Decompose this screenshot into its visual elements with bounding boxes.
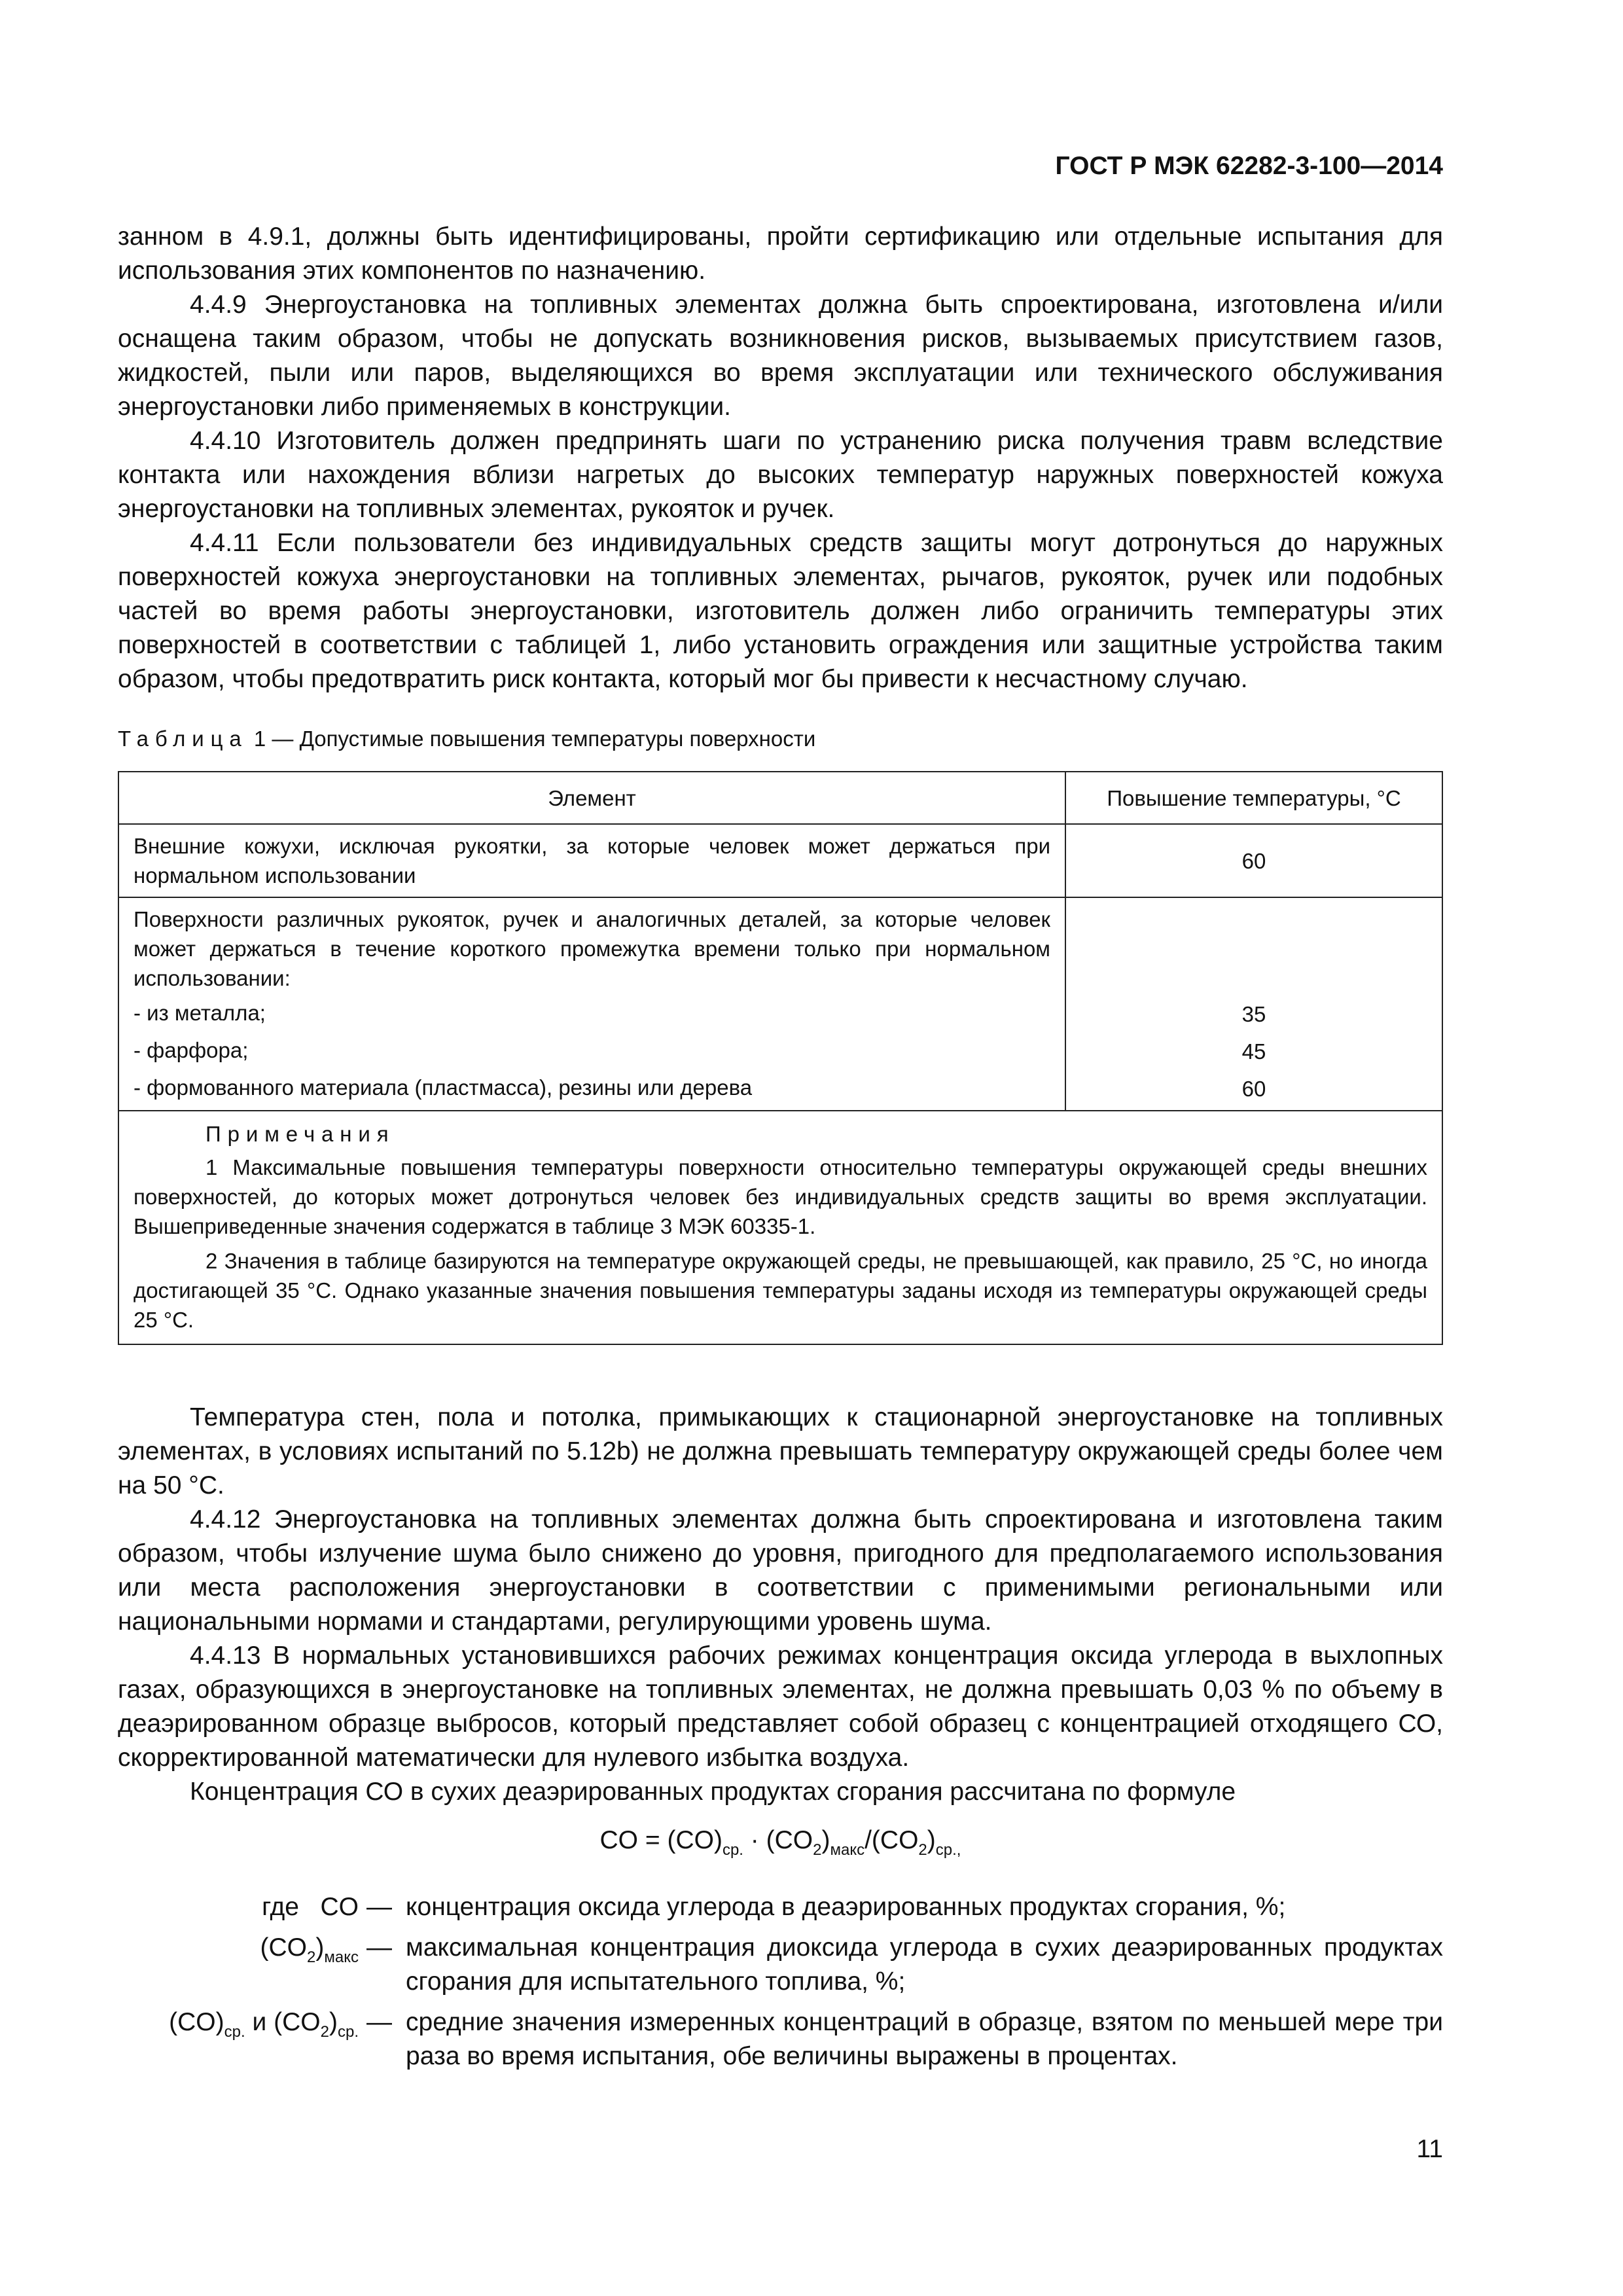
- paragraph-temperature: Температура стен, пола и потолка, примыкающих к стационарной энергоустановке на топливных элементах, в условиях испытаний по 5.12b) не должна превышать температуру окружающей среды более чем на 50 °С.: [118, 1403, 1443, 1499]
- paragraph-4-4-12: 4.4.12 Энергоустановка на топливных элементах должна быть спроектирована и изготовлена таким образом, чтобы излучение шума было снижено до уровня, пригодного для предполагаемого использования или места расположения энергоустановки в соответствии с применимыми региональными или национальными нормами и стандартами, регулирующими уровень шума.: [118, 1505, 1443, 1636]
- standard-header: ГОСТ Р МЭК 62282-3-100—2014: [1055, 152, 1443, 180]
- table-caption-word: Таблица: [118, 726, 248, 751]
- definition-row: где CO — концентрация оксида углерода в деаэрированных продуктах сгорания, %;: [118, 1890, 1443, 1924]
- note-1: 1 Максимальные повышения температуры поверхности относительно температуры окружающей среды внешних поверхностей, до которых может дотронуться человек без индивидуальных средств защиты во время эксплуатации. Вышеприведенные значения содержатся в таблице 3 МЭК 60335-1.: [134, 1155, 1427, 1238]
- paragraph-4-4-9: 4.4.9 Энергоустановка на топливных элементах должна быть спроектирована, изготовлена и/или оснащена таким образом, чтобы не допускать возникновения рисков, вызываемых присутствием газов, жидкостей, пыли или паров, выделяющихся во время эксплуатации или технического обслуживания энергоустановки либо применяемых в конструкции.: [118, 291, 1443, 421]
- table-cell-value: 60: [1065, 824, 1442, 897]
- paragraph-4-4-11: 4.4.11 Если пользователи без индивидуальных средств защиты могут дотронуться до наружных поверхностей кожуха энергоустановки на топливных элементах, рычагов, рукояток, ручек или подобных частей во время работы энергоустановки, изготовитель должен либо ограничить температуры этих поверхностей в соответствии с таблицей 1, либо установить ограждения или защитные устройства таким образом, чтобы предотвратить риск контакта, который мог бы привести к несчастному случаю.: [118, 529, 1443, 693]
- row2-sub-plastic: - формованного материала (пластмасса), резины или дерева: [134, 1075, 753, 1100]
- table-cell-values: [1065, 897, 1442, 1111]
- definition-desc: средние значения измеренных концентраций в образце, взятом по меньшей мере три раза во время испытания, обе величины выражены в процентах.: [406, 2008, 1443, 2070]
- row2-sub-metal: - из металла;: [134, 1001, 266, 1025]
- table-row: [118, 824, 1442, 897]
- document-page: [118, 0, 1443, 2296]
- formula-definitions: [118, 1890, 1443, 2080]
- definition-term: $(CO_2)_{макс}$: [260, 1933, 359, 1966]
- paragraph-formula-intro: Концентрация СО в сухих деаэрированных продуктах сгорания рассчитана по формуле: [190, 1778, 1236, 1806]
- note-2: 2 Значения в таблице базируются на температуре окружающей среды, не превышающей, как правило, 25 °С, но иногда достигающей 35 °С. Однако указанные значения повышения температуры заданы исходя из температуры окружающей среды 25 °С.: [134, 1249, 1427, 1332]
- value-metal: 35: [1241, 1002, 1266, 1026]
- table-caption-text: 1 — Допустимые повышения температуры поверхности: [253, 726, 816, 751]
- row2-sub-porcelain: - фарфора;: [134, 1038, 249, 1062]
- definition-row: $(CO)_{ср.}$ и $(CO_2)_{ср.}$ — средние значения измеренных концентраций в образце, взятом по меньшей мере три раза во время испытания, обе величины выражены в процентах.: [118, 2005, 1443, 2073]
- definition-term: где CO: [262, 1893, 359, 1921]
- paragraph: занном в 4.9.1, должны быть идентифицированы, пройти сертификацию или отдельные испытания для использования этих компонентов по назначению.: [118, 223, 1443, 285]
- col-header-element: Элемент: [118, 772, 1065, 824]
- co-formula: CO = $(CO)_{ср.} \cdot (CO_2)_{макс}/(CO_2)_{ср.,}$: [599, 1826, 961, 1859]
- page-number: 11: [1416, 2135, 1443, 2163]
- definition-term: $(CO)_{ср.}$ и $(CO_2)_{ср.}$: [169, 2008, 359, 2041]
- table-caption: [118, 726, 815, 751]
- row2-text: Поверхности различных рукояток, ручек и аналогичных деталей, за которые человек может держаться в течение короткого промежутка времени только при нормальном использовании:: [134, 907, 1050, 990]
- table-notes-row: [118, 1111, 1442, 1344]
- value-porcelain: 45: [1241, 1039, 1266, 1064]
- body-text-top: [118, 220, 1443, 696]
- col-header-value: Повышение температуры, °С: [1065, 772, 1442, 824]
- table-header-row: [118, 772, 1442, 824]
- definition-row: $(CO_2)_{макс}$ — максимальная концентрация диоксида углерода в сухих деаэрированных продуктах сгорания для испытательного топлива, %;: [118, 1931, 1443, 1999]
- notes-title: Примечания: [205, 1122, 395, 1146]
- value-plastic: 60: [1241, 1077, 1266, 1101]
- table-row: [118, 897, 1442, 1111]
- table-cell-element: [118, 897, 1065, 1111]
- definition-desc: концентрация оксида углерода в деаэрированных продуктах сгорания, %;: [406, 1893, 1286, 1921]
- table-cell-element: Внешние кожухи, исключая рукоятки, за которые человек может держаться при нормальном использовании: [118, 824, 1065, 897]
- table-notes: [118, 1111, 1442, 1344]
- temperature-table: [118, 771, 1443, 1345]
- paragraph-4-4-13: 4.4.13 В нормальных установившихся рабочих режимах концентрация оксида углерода в выхлопных газах, образующихся в энергоустановке на топливных элементах, не должна превышать 0,03 % по объему в деаэрированном образце выбросов, который представляет собой образец с концентрацией отходящего СО, скорректированной математически для нулевого избытка воздуха.: [118, 1641, 1443, 1772]
- definition-desc: максимальная концентрация диоксида углерода в сухих деаэрированных продуктах сгорания для испытательного топлива, %;: [406, 1933, 1443, 1996]
- body-text-bottom: [118, 1401, 1443, 1809]
- paragraph-4-4-10: 4.4.10 Изготовитель должен предпринять шаги по устранению риска получения травм вследствие контакта или нахождения вблизи нагретых до высоких температур наружных поверхностей кожуха энергоустановки на топливных элементах, рукояток и ручек.: [118, 427, 1443, 523]
